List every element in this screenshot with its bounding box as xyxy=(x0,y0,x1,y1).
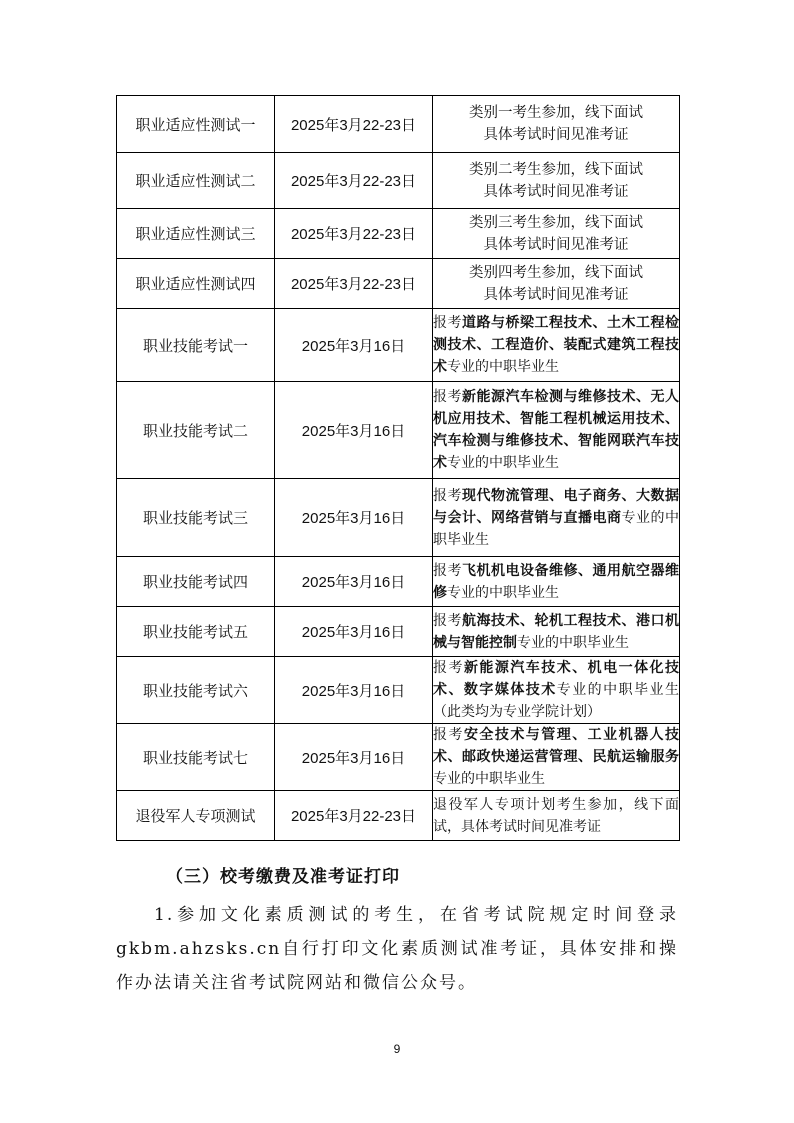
section-paragraph: 1.参加文化素质测试的考生，在省考试院规定时间登录gkbm.ahzsks.cn自行打印文化素质测试准考证，具体安排和操作办法请关注省考试院网站和微信公众号。 xyxy=(116,905,678,993)
table-row xyxy=(117,479,680,557)
description-line: 具体考试时间见准考证 xyxy=(483,183,629,200)
description-majors: 飞机机电设备维修、通用航空器维修 xyxy=(433,562,679,601)
description-line: 具体考试时间见准考证 xyxy=(483,236,629,253)
table-row xyxy=(117,657,680,724)
subject-cell: 职业技能考试三 xyxy=(117,479,275,557)
description-cell: 退役军人专项计划考生参加，线下面试，具体考试时间见准考证 xyxy=(433,791,680,841)
subject-cell: 职业技能考试七 xyxy=(117,724,275,791)
subject-cell: 职业技能考试二 xyxy=(117,382,275,479)
page-number: 9 xyxy=(393,1042,401,1056)
table-row xyxy=(117,309,680,382)
subject-cell: 职业技能考试四 xyxy=(117,557,275,607)
subject-cell: 职业技能考试五 xyxy=(117,607,275,657)
date-cell: 2025年3月22-23日 xyxy=(275,153,433,209)
date-cell: 2025年3月22-23日 xyxy=(275,209,433,259)
description-cell xyxy=(433,209,680,259)
description-prefix: 报考 xyxy=(433,660,464,676)
description-prefix: 报考 xyxy=(433,562,462,579)
description-line: 类别三考生参加，线下面试 xyxy=(469,214,643,231)
date-cell: 2025年3月16日 xyxy=(275,382,433,479)
description-cell xyxy=(433,657,680,724)
table-row xyxy=(117,607,680,657)
date-cell: 2025年3月22-23日 xyxy=(275,259,433,309)
description-majors: 安全技术与管理、工业机器人技术、邮政快递运营管理、民航运输服务 xyxy=(433,727,680,765)
description-majors: 现代物流管理、电子商务、大数据与会计、网络营销与直播电商 xyxy=(433,487,679,526)
table-row xyxy=(117,724,680,791)
exam-schedule-table xyxy=(116,95,680,841)
table-row xyxy=(117,96,680,153)
table-row xyxy=(117,791,680,841)
date-cell: 2025年3月22-23日 xyxy=(275,96,433,153)
table-row xyxy=(117,209,680,259)
table-row xyxy=(117,557,680,607)
description-cell xyxy=(433,309,680,382)
description-suffix: 专业的中职毕业生 xyxy=(447,359,559,375)
description-majors: 航海技术、轮机工程技术、港口机械与智能控制 xyxy=(433,612,679,651)
description-cell xyxy=(433,557,680,607)
description-prefix: 报考 xyxy=(433,315,462,331)
description-prefix: 报考 xyxy=(433,612,462,629)
date-cell: 2025年3月16日 xyxy=(275,479,433,557)
subject-cell: 职业适应性测试一 xyxy=(117,96,275,153)
description-suffix: 专业的中职毕业生 xyxy=(517,634,629,651)
description-prefix: 报考 xyxy=(433,389,462,405)
subject-cell: 退役军人专项测试 xyxy=(117,791,275,841)
section-heading: （三）校考缴费及准考证打印 xyxy=(166,867,400,887)
description-cell xyxy=(433,479,680,557)
description-prefix: 报考 xyxy=(433,727,464,743)
table-row xyxy=(117,153,680,209)
subject-cell: 职业适应性测试二 xyxy=(117,153,275,209)
date-cell: 2025年3月16日 xyxy=(275,607,433,657)
description-cell xyxy=(433,607,680,657)
date-cell: 2025年3月16日 xyxy=(275,309,433,382)
description-cell xyxy=(433,96,680,153)
description-cell xyxy=(433,724,680,791)
description-line: 具体考试时间见准考证 xyxy=(483,127,629,143)
date-cell: 2025年3月16日 xyxy=(275,724,433,791)
subject-cell: 职业适应性测试四 xyxy=(117,259,275,309)
description-suffix: 专业的中职毕业生（此类均为专业学院计划） xyxy=(433,682,680,720)
description-line: 类别四考生参加，线下面试 xyxy=(469,264,643,281)
description-cell xyxy=(433,382,680,479)
date-cell: 2025年3月16日 xyxy=(275,557,433,607)
description-line: 类别一考生参加，线下面试 xyxy=(469,105,643,121)
description-line: 类别二考生参加，线下面试 xyxy=(469,161,643,178)
description-majors: 新能源汽车技术、机电一体化技术、数字媒体技术 xyxy=(433,660,680,698)
subject-cell: 职业适应性测试三 xyxy=(117,209,275,259)
description-majors: 新能源汽车检测与维修技术、无人机应用技术、智能工程机械运用技术、汽车检测与维修技术、智能网联汽车技术 xyxy=(433,389,679,471)
date-cell: 2025年3月22-23日 xyxy=(275,791,433,841)
description-suffix: 专业的中职毕业生 xyxy=(433,771,545,787)
description-suffix: 专业的中职毕业生 xyxy=(447,455,559,471)
description-cell xyxy=(433,153,680,209)
description-prefix: 报考 xyxy=(433,487,462,504)
date-cell: 2025年3月16日 xyxy=(275,657,433,724)
table-row xyxy=(117,259,680,309)
subject-cell: 职业技能考试一 xyxy=(117,309,275,382)
description-line: 具体考试时间见准考证 xyxy=(483,286,629,303)
subject-cell: 职业技能考试六 xyxy=(117,657,275,724)
description-suffix: 专业的中职毕业生 xyxy=(447,584,559,601)
description-cell xyxy=(433,259,680,309)
description-suffix: 专业的中职毕业生 xyxy=(433,509,679,548)
table-row xyxy=(117,382,680,479)
description-majors: 道路与桥梁工程技术、土木工程检测技术、工程造价、装配式建筑工程技术 xyxy=(433,315,679,375)
